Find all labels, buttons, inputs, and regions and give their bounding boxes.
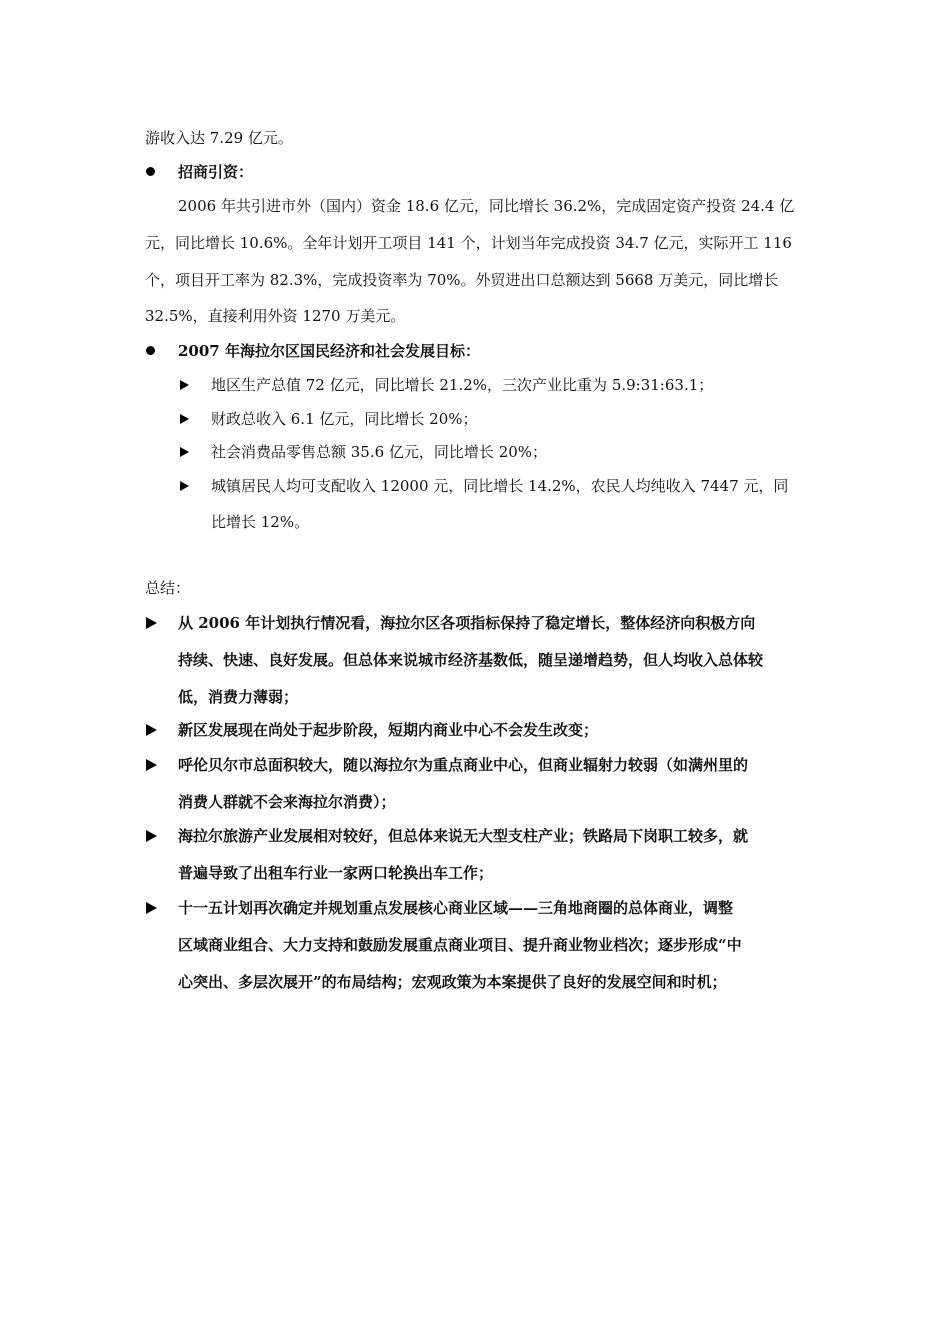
summary-item: 新区发展现在尚处于起步阶段，短期内商业中心不会发生改变； — [178, 721, 599, 739]
arrow-bullet-icon — [146, 830, 157, 842]
bullet-dot-icon — [146, 167, 155, 176]
arrow-bullet-icon — [146, 617, 157, 629]
investment-para-line: 个，项目开工率为 82.3%，完成投资率为 70%。外贸进出口总额达到 5668 万美元，同比增长 — [145, 271, 779, 289]
goal-item: 地区生产总值 72 亿元，同比增长 21.2%，三次产业比重为 5.9:31:63.1； — [211, 376, 714, 394]
summary-item-continued: 持续、快速、良好发展。但总体来说城市经济基数低，随呈递增趋势，但人均收入总体较 — [178, 651, 764, 669]
summary-item-continued: 心突出、多层次展开”的布局结构；宏观政策为本案提供了良好的发展空间和时机； — [178, 973, 727, 991]
tourism-income-tail: 游收入达 7.29 亿元。 — [145, 129, 293, 147]
bullet-dot-icon — [146, 346, 155, 355]
summary-item-continued: 消费人群就不会来海拉尔消费）； — [178, 793, 396, 811]
investment-para-line: 元，同比增长 10.6%。全年计划开工项目 141 个，计划当年完成投资 34.7 亿元，实际开工 116 — [145, 234, 792, 252]
arrow-bullet-icon — [146, 759, 157, 771]
arrow-bullet-icon — [146, 902, 157, 914]
investment-para-line: 32.5%，直接利用外资 1270 万美元。 — [145, 307, 406, 325]
summary-item: 从 2006 年计划执行情况看，海拉尔区各项指标保持了稳定增长，整体经济向积极方向 — [178, 614, 756, 632]
goal-item: 财政总收入 6.1 亿元，同比增长 20%； — [211, 410, 478, 428]
summary-item-continued: 区域商业组合、大力支持和鼓励发展重点商业项目、提升商业物业档次；逐步形成“中 — [178, 936, 742, 954]
investment-para-line: 2006 年共引进市外（国内）资金 18.6 亿元，同比增长 36.2%，完成固定资产投资 24.4 亿 — [178, 197, 795, 215]
goals-heading: 2007 年海拉尔区国民经济和社会发展目标： — [178, 342, 480, 360]
investment-heading: 招商引资： — [178, 163, 254, 181]
summary-heading: 总结： — [145, 579, 191, 597]
summary-item: 十一五计划再次确定并规划重点发展核心商业区域——三角地商圈的总体商业，调整 — [178, 899, 734, 917]
arrow-bullet-icon — [180, 380, 189, 390]
summary-item-continued: 低，消费力薄弱； — [178, 688, 299, 706]
arrow-bullet-icon — [180, 481, 189, 491]
goal-item: 社会消费品零售总额 35.6 亿元，同比增长 20%； — [211, 443, 548, 461]
summary-item: 呼伦贝尔市总面积较大，随以海拉尔为重点商业中心，但商业辐射力较弱（如满州里的 — [178, 756, 749, 774]
arrow-bullet-icon — [180, 414, 189, 424]
summary-item-continued: 普遍导致了出租车行业一家两口轮换出车工作； — [178, 864, 494, 882]
arrow-bullet-icon — [146, 724, 157, 736]
summary-item: 海拉尔旅游产业发展相对较好，但总体来说无大型支柱产业；铁路局下岗职工较多，就 — [178, 827, 749, 845]
goal-item: 城镇居民人均可支配收入 12000 元，同比增长 14.2%，农民人均纯收入 7447 元，同 — [211, 477, 789, 495]
arrow-bullet-icon — [180, 447, 189, 457]
goal-item-continued: 比增长 12%。 — [211, 513, 310, 531]
